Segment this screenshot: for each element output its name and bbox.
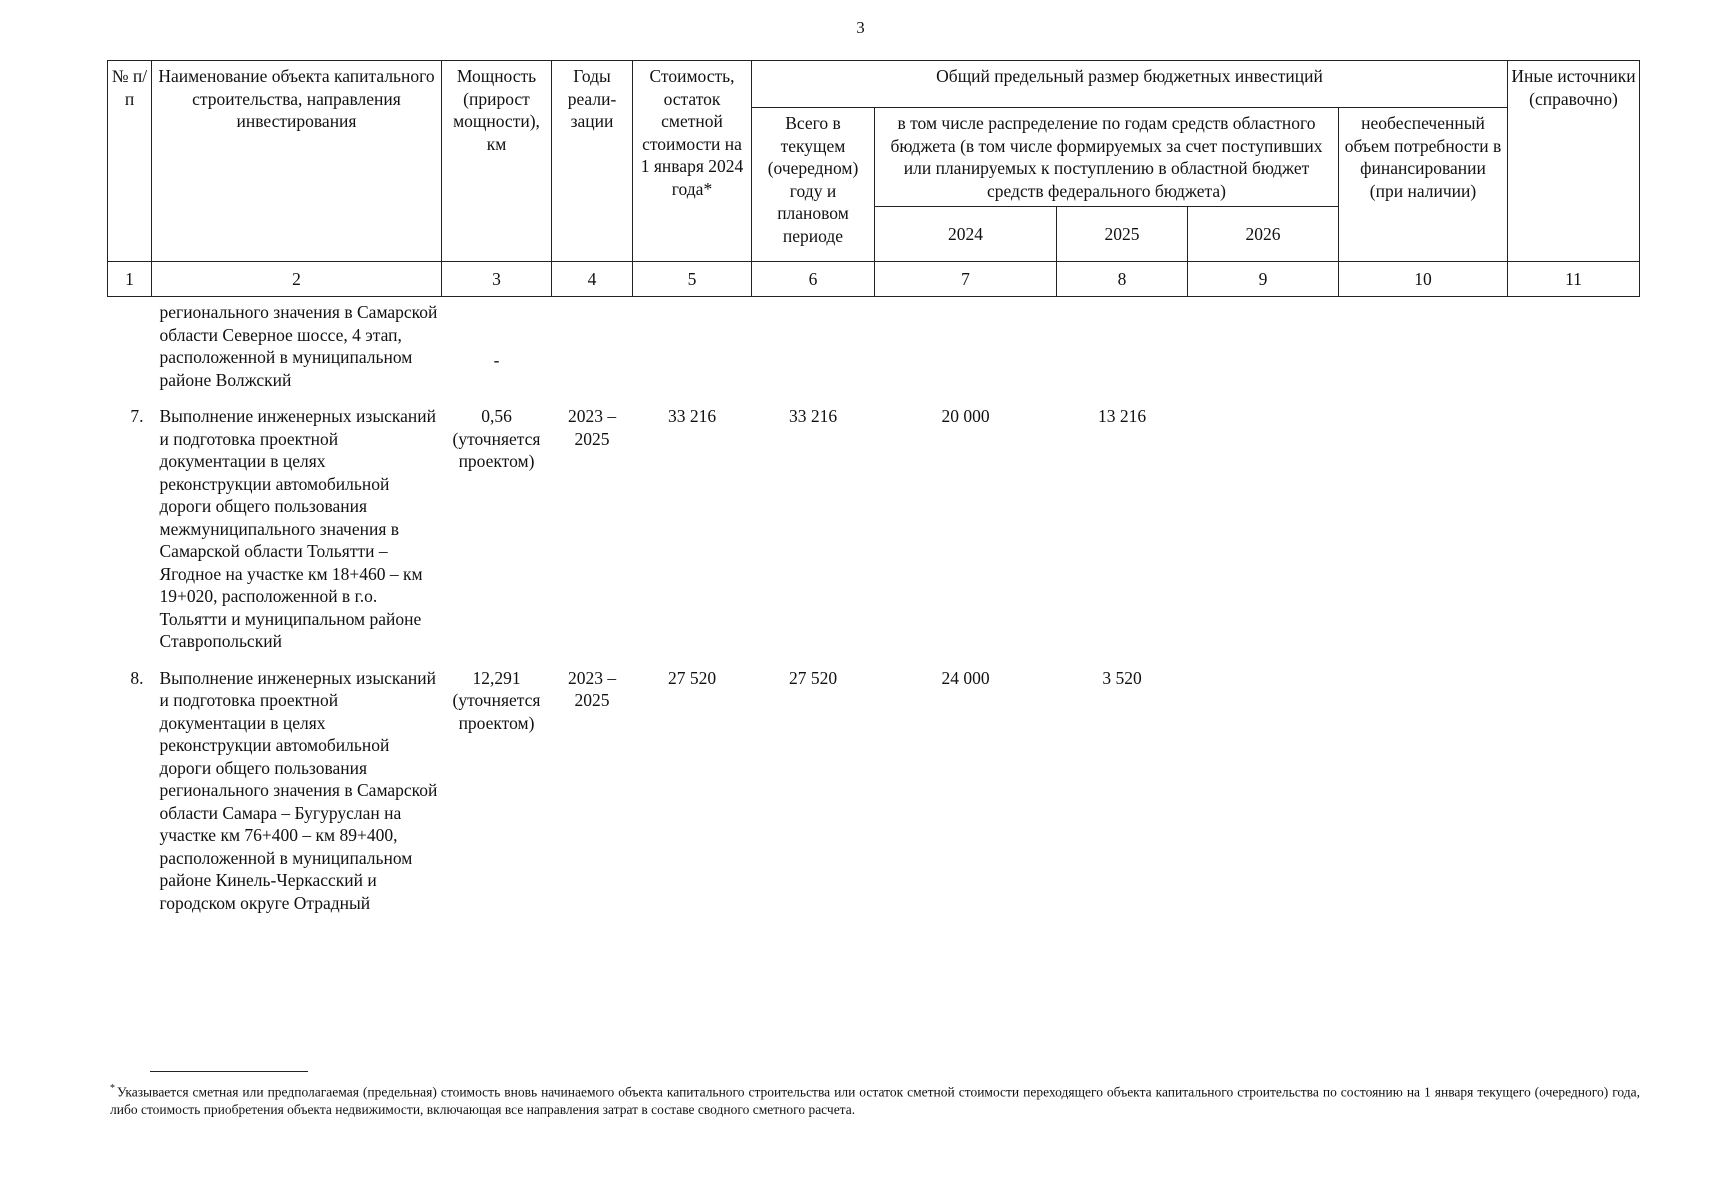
row-total: 27 520 — [788, 667, 838, 688]
header-unfunded: необеспеченный объем потребности в финансировании (при наличии) — [1339, 108, 1508, 262]
header-cost: Стоимость, остаток сметной стоимости на 1 января 2024 года* — [633, 61, 752, 262]
column-number: 11 — [1508, 262, 1640, 297]
footnote-text: Указывается сметная или предполагаемая (предельная) стоимость вновь начинаемого объекта капитального строительства или остаток сметной стоимости переходящего объекта капитального строительства по состоянию на 1 января текущего (очередного) года, либо стоимость приобретения объекта недвижимости, включающая все направления затрат в составе сводного сметного расчета. — [110, 1084, 1640, 1117]
footnote — [110, 1080, 1640, 1118]
column-number: 7 — [875, 262, 1057, 297]
row-unfunded — [1339, 405, 1508, 653]
column-number: 6 — [752, 262, 875, 297]
page-number: 3 — [856, 18, 865, 37]
row-num: 7. — [130, 406, 144, 426]
header-year-2024: 2024 — [875, 207, 1057, 262]
header-name: Наименование объекта капитального строительства, направления инвестирования — [152, 61, 442, 262]
budget-investment-table — [107, 60, 1640, 914]
table-row — [108, 667, 1640, 915]
header-year-2026: 2026 — [1188, 207, 1339, 262]
column-number: 8 — [1057, 262, 1188, 297]
column-number: 10 — [1339, 262, 1508, 297]
row-years: 2023 – 2025 — [567, 406, 617, 449]
header-total: Всего в текущем (очередном) году и плановом периоде — [752, 108, 875, 262]
continuation-mark: - — [493, 350, 500, 370]
table-row-continuation — [108, 297, 1640, 392]
header-other-sources: Иные источники (справочно) — [1508, 61, 1640, 262]
row-name: Выполнение инженерных изысканий и подготовка проектной документации в целях реконструкции автомобильной дороги общего пользования регионального значения в Самарской области Самара – Бугуруслан на участке км 76+400 – км 89+400, расположенной в муниципальном районе Кинель-Черкасский и городском округе Отрадный — [159, 667, 438, 913]
row-num: 8. — [130, 667, 144, 688]
row-2025: 13 216 — [1097, 406, 1147, 426]
continuation-name: регионального значения в Самарской области Северное шоссе, 4 этап, расположенной в муниципальном районе Волжский — [159, 302, 438, 390]
footnote-divider — [150, 1071, 308, 1072]
row-2026 — [1188, 405, 1339, 653]
row-2026 — [1188, 667, 1339, 915]
column-number: 9 — [1188, 262, 1339, 297]
header-by-years: в том числе распределение по годам средств областного бюджета (в том числе формируемых за счет поступивших или планируемых к поступлению в областной бюджет средств федерального бюджета) — [875, 108, 1339, 207]
row-2024: 20 000 — [941, 406, 990, 426]
header-num: № п/п — [108, 61, 152, 262]
column-number: 2 — [152, 262, 442, 297]
row-other — [1508, 667, 1640, 915]
header-years: Годы реали-зации — [552, 61, 633, 262]
column-number: 1 — [108, 262, 152, 297]
column-number: 3 — [442, 262, 552, 297]
table-row — [108, 405, 1640, 653]
header-year-2025: 2025 — [1057, 207, 1188, 262]
footnote-mark: * — [110, 1083, 115, 1094]
row-capacity: 0,56 (уточняется проектом) — [452, 406, 541, 471]
row-capacity: 12,291 (уточняется проектом) — [452, 667, 541, 733]
row-other — [1508, 405, 1640, 653]
row-cost: 27 520 — [667, 667, 717, 688]
row-cost: 33 216 — [667, 406, 717, 426]
row-name: Выполнение инженерных изысканий и подготовка проектной документации в целях реконструкции автомобильной дороги общего пользования межмуниципального значения в Самарской области Тольятти – Ягодное на участке км 18+460 – км 19+020, расположенной в г.о. Тольятти и муниципальном районе Ставропольский — [159, 406, 436, 651]
column-number: 4 — [552, 262, 633, 297]
header-budget-group: Общий предельный размер бюджетных инвестиций — [752, 61, 1508, 108]
row-unfunded — [1339, 667, 1508, 915]
header-capacity: Мощность (прирост мощности), км — [442, 61, 552, 262]
row-years: 2023 – 2025 — [567, 667, 617, 710]
column-number: 5 — [633, 262, 752, 297]
row-2024: 24 000 — [941, 667, 990, 688]
row-2025: 3 520 — [1102, 667, 1142, 688]
row-total: 33 216 — [788, 406, 838, 426]
